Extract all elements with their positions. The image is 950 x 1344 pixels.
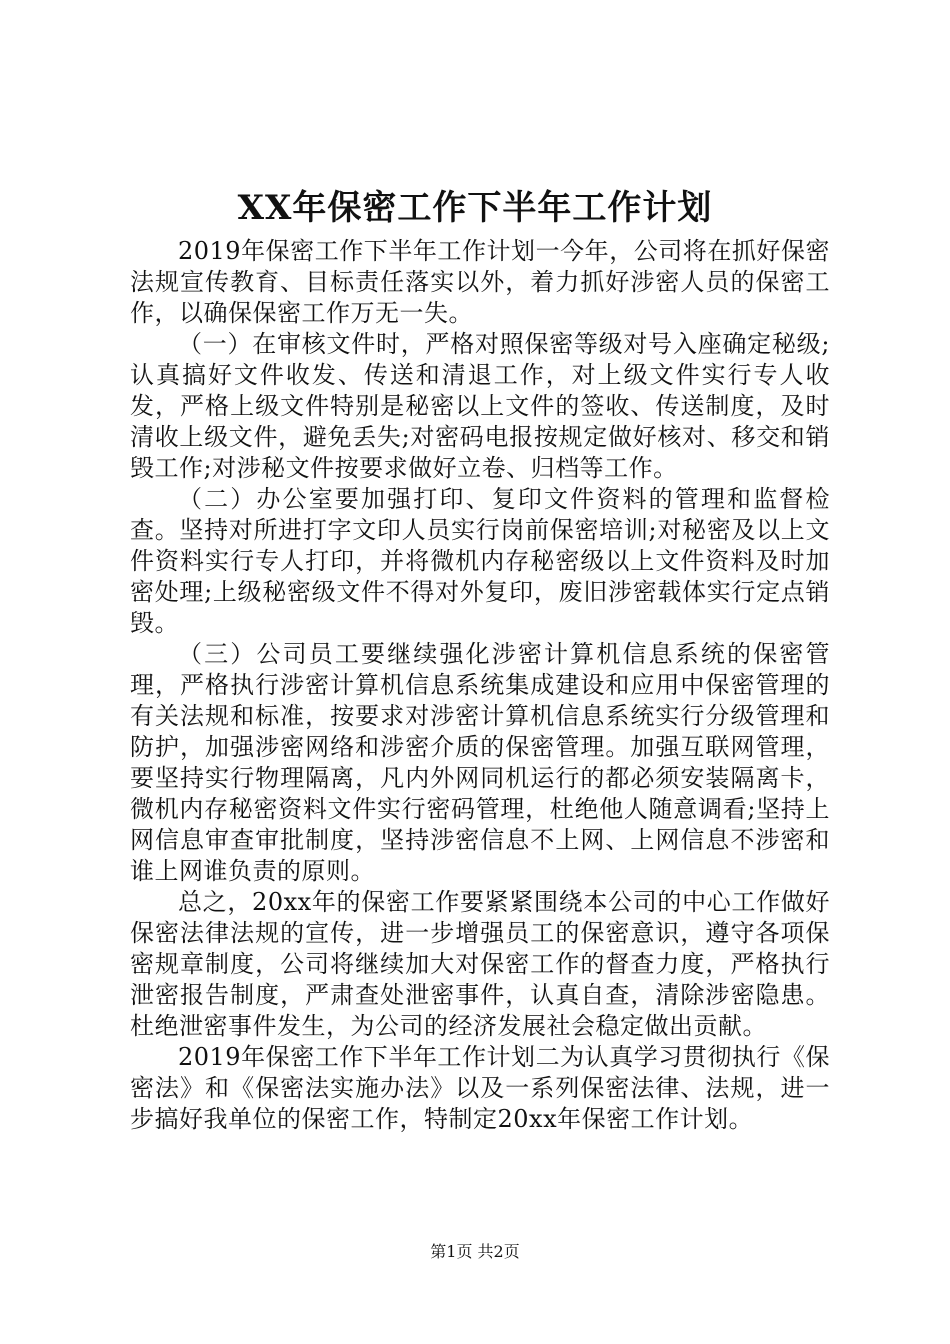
document-body xyxy=(130,236,830,1135)
paragraph-section-3: （三）公司员工要继续强化涉密计算机信息系统的保密管理，严格执行涉密计算机信息系统集成建设和应用中保密管理的有关法规和标准，按要求对涉密计算机信息系统实行分级管理和防护，加强涉密网络和涉密介质的保密管理。加强互联网管理，要坚持实行物理隔离，凡内外网同机运行的都必须安装隔离卡，微机内存秘密资料文件实行密码管理，杜绝他人随意调看;坚持上网信息审查审批制度，坚持涉密信息不上网、上网信息不涉密和谁上网谁负责的原则。 xyxy=(130,640,830,885)
paragraph-section-2: （二）办公室要加强打印、复印文件资料的管理和监督检查。坚持对所进打字文印人员实行岗前保密培训;对秘密及以上文件资料实行专人打印，并将微机内存秘密级以上文件资料及时加密处理;上级秘密级文件不得对外复印，废旧涉密载体实行定点销毁。 xyxy=(130,485,830,637)
document-title: XX年保密工作下半年工作计划 xyxy=(237,188,713,228)
paragraph-intro: 2019年保密工作下半年工作计划一今年，公司将在抓好保密法规宣传教育、目标责任落实以外，着力抓好涉密人员的保密工作，以确保保密工作万无一失。 xyxy=(130,237,830,327)
paragraph-summary: 总之，20xx年的保密工作要紧紧围绕本公司的中心工作做好保密法律法规的宣传，进一步增强员工的保密意识，遵守各项保密规章制度，公司将继续加大对保密工作的督查力度，严格执行泄密报告制度，严肃查处泄密事件，认真自查，清除涉密隐患。杜绝泄密事件发生，为公司的经济发展社会稳定做出贡献。 xyxy=(130,888,830,1040)
paragraph-plan-two: 2019年保密工作下半年工作计划二为认真学习贯彻执行《保密法》和《保密法实施办法》以及一系列保密法律、法规，进一步搞好我单位的保密工作，特制定20xx年保密工作计划。 xyxy=(130,1043,830,1133)
page-number-footer: 第1页 共2页 xyxy=(430,1242,520,1261)
paragraph-section-1: （一）在审核文件时，严格对照保密等级对号入座确定秘级;认真搞好文件收发、传送和清退工作，对上级文件实行专人收发，严格上级文件特别是秘密以上文件的签收、传送制度，及时清收上级文件，避免丢失;对密码电报按规定做好核对、移交和销毁工作;对涉秘文件按要求做好立卷、归档等工作。 xyxy=(130,330,830,482)
